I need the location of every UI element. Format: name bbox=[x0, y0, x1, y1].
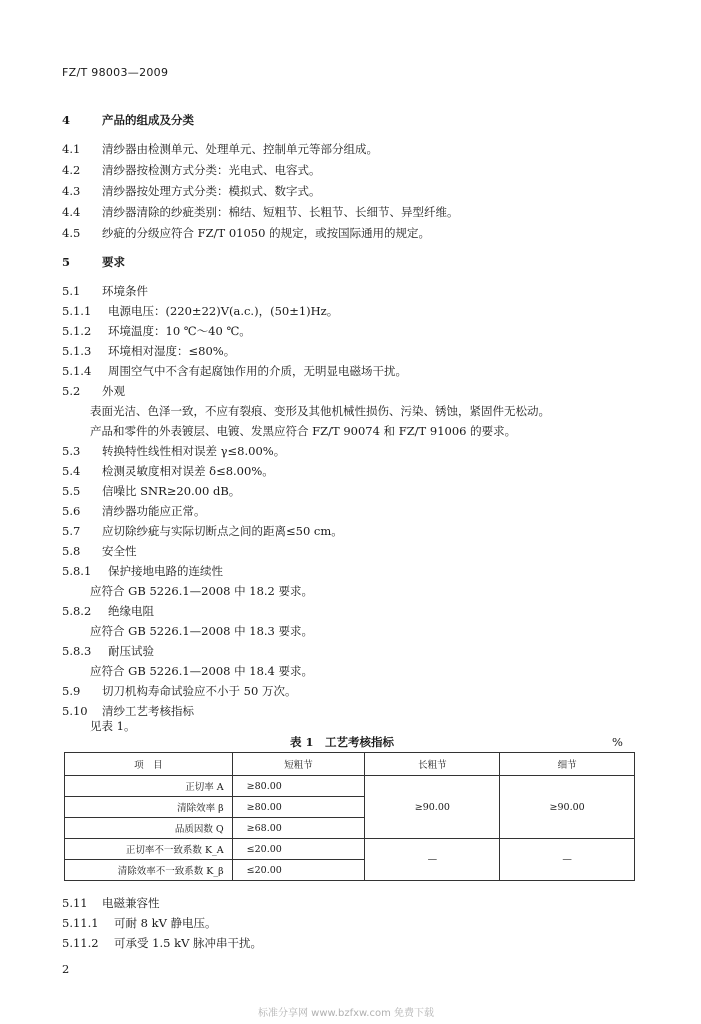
clause-text: 环境条件 bbox=[102, 284, 148, 298]
clause-number: 5.8.1 bbox=[62, 564, 92, 578]
clause-5-4 bbox=[62, 463, 274, 479]
header-long-thick: 长粗节 bbox=[365, 753, 500, 776]
clause-text: 清纱器按处理方式分类：模拟式、数字式。 bbox=[102, 184, 321, 198]
paragraph-5-10: 见表 1。 bbox=[90, 719, 136, 733]
clause-number: 5.9 bbox=[62, 684, 81, 698]
header-thin: 细节 bbox=[500, 753, 635, 776]
clause-5-8-3 bbox=[62, 643, 154, 659]
clause-5-7 bbox=[62, 523, 343, 539]
clause-text: 耐压试验 bbox=[108, 644, 154, 658]
row-label: 清除效率不一致系数 K_β bbox=[65, 860, 233, 881]
clause-number: 5.11 bbox=[62, 896, 88, 910]
clause-number: 4.5 bbox=[62, 226, 81, 240]
clause-number: 5.2 bbox=[62, 384, 81, 398]
section-title: 产品的组成及分类 bbox=[102, 113, 194, 127]
clause-number: 5.8.3 bbox=[62, 644, 92, 658]
clause-text: 环境温度：10 ℃～40 ℃。 bbox=[108, 324, 251, 338]
section-title: 要求 bbox=[102, 255, 125, 269]
clause-number: 5.6 bbox=[62, 504, 81, 518]
clause-number: 5.8 bbox=[62, 544, 81, 558]
short-thick-value: ≤20.00 bbox=[232, 860, 365, 881]
clause-5-1-4 bbox=[62, 363, 407, 379]
clause-5-1-1 bbox=[62, 303, 338, 319]
clause-5-8-1 bbox=[62, 563, 223, 579]
clause-4-5 bbox=[62, 225, 430, 241]
clause-5-11-1 bbox=[62, 915, 217, 931]
page-number: 2 bbox=[62, 962, 70, 976]
clause-5-9 bbox=[62, 683, 296, 699]
clause-text: 绝缘电阻 bbox=[108, 604, 154, 618]
clause-text: 保护接地电路的连续性 bbox=[108, 564, 223, 578]
clause-text: 电源电压：(220±22)V(a.c.)，(50±1)Hz。 bbox=[108, 304, 339, 318]
paragraph-5-8-3: 应符合 GB 5226.1—2008 中 18.4 要求。 bbox=[90, 664, 314, 678]
clause-5-8 bbox=[62, 543, 137, 559]
clause-number: 5.1.4 bbox=[62, 364, 92, 378]
short-thick-value: ≥80.00 bbox=[232, 776, 365, 797]
clause-text: 切刀机构寿命试验应不小于 50 万次。 bbox=[102, 684, 297, 698]
row-label: 正切率不一致系数 K_A bbox=[65, 839, 233, 860]
paragraph-5-2-appearance: 表面光洁、色泽一致，不应有裂痕、变形及其他机械性损伤、污染、锈蚀，紧固件无松动。 bbox=[90, 404, 550, 418]
header-short-thick: 短粗节 bbox=[232, 753, 365, 776]
clause-4-4 bbox=[62, 204, 459, 220]
clause-text: 环境相对湿度：≤80%。 bbox=[108, 344, 236, 358]
section-4-heading bbox=[62, 112, 194, 128]
process-index-table bbox=[64, 752, 635, 881]
clause-number: 4.1 bbox=[62, 142, 81, 156]
clause-number: 5.10 bbox=[62, 704, 88, 718]
clause-number: 5.1.3 bbox=[62, 344, 92, 358]
long-thick-value: ≥90.00 bbox=[365, 776, 500, 839]
table-row bbox=[65, 776, 635, 797]
watermark-footer: 标准分享网 www.bzfxw.com 免费下载 bbox=[258, 1008, 434, 1019]
header-item: 项 目 bbox=[65, 753, 233, 776]
clause-text: 外观 bbox=[102, 384, 125, 398]
clause-number: 5.8.2 bbox=[62, 604, 92, 618]
clause-text: 清纱器清除的纱疵类别：棉结、短粗节、长粗节、长细节、异型纤维。 bbox=[102, 205, 459, 219]
clause-number: 5.5 bbox=[62, 484, 81, 498]
clause-text: 可耐 8 kV 静电压。 bbox=[114, 916, 217, 930]
thin-value: ≥90.00 bbox=[500, 776, 635, 839]
clause-text: 纱疵的分级应符合 FZ/T 01050 的规定，或按国际通用的规定。 bbox=[102, 226, 431, 240]
clause-text: 信噪比 SNR≥20.00 dB。 bbox=[102, 484, 241, 498]
clause-text: 清纱器由检测单元、处理单元、控制单元等部分组成。 bbox=[102, 142, 378, 156]
table-unit: % bbox=[612, 735, 623, 749]
paragraph-5-2-plating: 产品和零件的外表镀层、电镀、发黑应符合 FZ/T 90074 和 FZ/T 91006 的要求。 bbox=[90, 424, 517, 438]
clause-5-1-2 bbox=[62, 323, 251, 339]
clause-4-1 bbox=[62, 141, 378, 157]
table-header-row bbox=[65, 753, 635, 776]
clause-text: 安全性 bbox=[102, 544, 137, 558]
clause-5-6 bbox=[62, 503, 206, 519]
paragraph-5-8-1: 应符合 GB 5226.1—2008 中 18.2 要求。 bbox=[90, 584, 314, 598]
clause-5-11-2 bbox=[62, 935, 262, 951]
clause-number: 5.11.1 bbox=[62, 916, 99, 930]
clause-text: 可承受 1.5 kV 脉冲串干扰。 bbox=[114, 936, 263, 950]
section-5-heading bbox=[62, 254, 125, 270]
clause-number: 5.7 bbox=[62, 524, 81, 538]
document-header: FZ/T 98003—2009 bbox=[62, 66, 169, 79]
clause-text: 电磁兼容性 bbox=[102, 896, 160, 910]
clause-5-1-3 bbox=[62, 343, 235, 359]
clause-text: 转换特性线性相对误差 γ≤8.00%。 bbox=[102, 444, 286, 458]
clause-4-3 bbox=[62, 183, 321, 199]
clause-5-1 bbox=[62, 283, 148, 299]
clause-text: 检测灵敏度相对误差 δ≤8.00%。 bbox=[102, 464, 274, 478]
section-number: 4 bbox=[62, 113, 71, 127]
paragraph-5-8-2: 应符合 GB 5226.1—2008 中 18.3 要求。 bbox=[90, 624, 314, 638]
clause-number: 4.4 bbox=[62, 205, 81, 219]
short-thick-value: ≥68.00 bbox=[232, 818, 365, 839]
clause-number: 5.3 bbox=[62, 444, 81, 458]
clause-text: 清纱器功能应正常。 bbox=[102, 504, 206, 518]
row-label: 清除效率 β bbox=[65, 797, 233, 818]
clause-text: 清纱工艺考核指标 bbox=[102, 704, 194, 718]
clause-number: 5.4 bbox=[62, 464, 81, 478]
clause-number: 5.11.2 bbox=[62, 936, 99, 950]
clause-5-11 bbox=[62, 895, 160, 911]
clause-text: 清纱器按检测方式分类：光电式、电容式。 bbox=[102, 163, 321, 177]
clause-number: 5.1.2 bbox=[62, 324, 92, 338]
clause-4-2 bbox=[62, 162, 321, 178]
short-thick-value: ≤20.00 bbox=[232, 839, 365, 860]
clause-number: 5.1.1 bbox=[62, 304, 92, 318]
clause-text: 应切除纱疵与实际切断点之间的距离≤50 cm。 bbox=[102, 524, 343, 538]
clause-5-8-2 bbox=[62, 603, 154, 619]
section-number: 5 bbox=[62, 255, 71, 269]
clause-number: 4.2 bbox=[62, 163, 81, 177]
clause-text: 周围空气中不含有起腐蚀作用的介质，无明显电磁场干扰。 bbox=[108, 364, 407, 378]
table-row bbox=[65, 839, 635, 860]
clause-number: 5.1 bbox=[62, 284, 81, 298]
clause-number: 4.3 bbox=[62, 184, 81, 198]
clause-5-2 bbox=[62, 383, 125, 399]
clause-5-10 bbox=[62, 703, 194, 719]
thin-dash: — bbox=[500, 839, 635, 881]
long-thick-dash: — bbox=[365, 839, 500, 881]
short-thick-value: ≥80.00 bbox=[232, 797, 365, 818]
row-label: 正切率 A bbox=[65, 776, 233, 797]
clause-5-5 bbox=[62, 483, 240, 499]
clause-5-3 bbox=[62, 443, 285, 459]
row-label: 品质因数 Q bbox=[65, 818, 233, 839]
table-caption: 表 1 工艺考核指标 bbox=[290, 735, 395, 749]
